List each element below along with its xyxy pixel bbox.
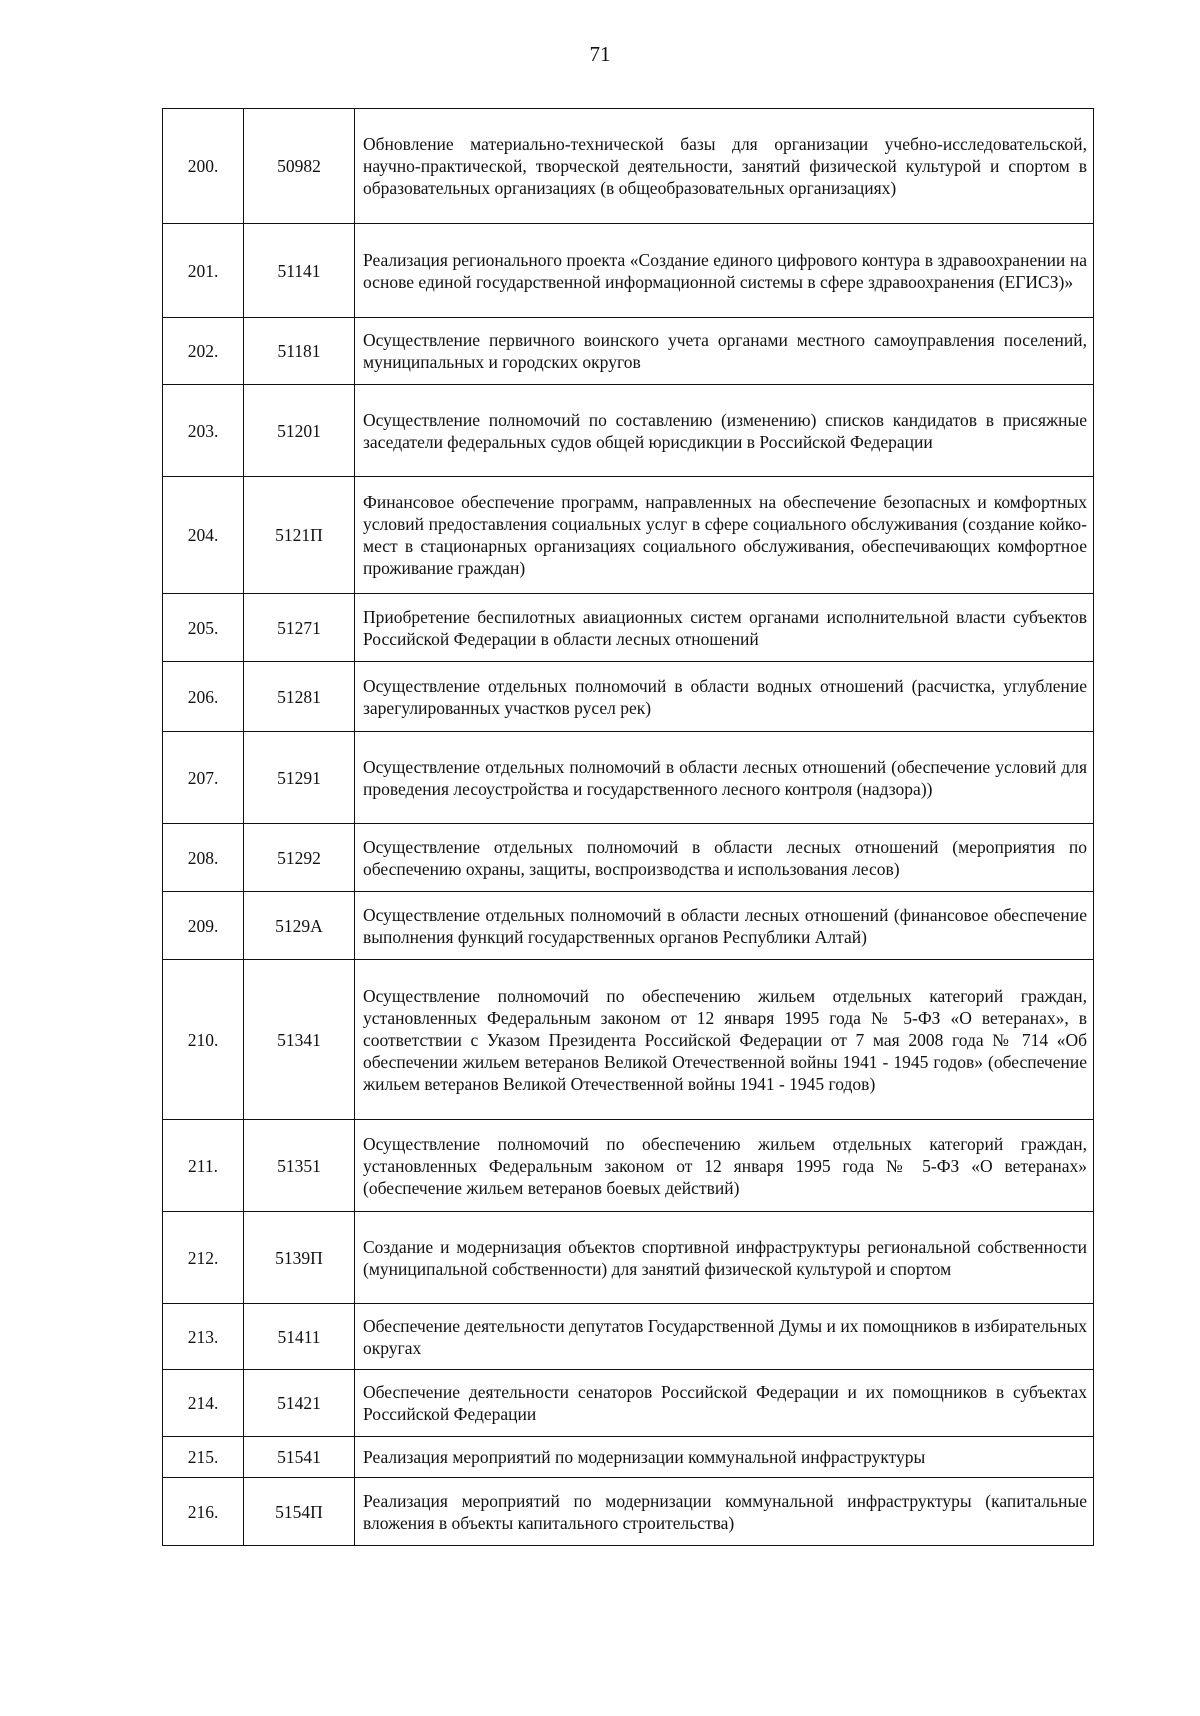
- row-code: 5121П: [244, 477, 355, 594]
- table-row: [163, 824, 1094, 892]
- table-row: [163, 960, 1094, 1120]
- row-number: 214.: [163, 1370, 244, 1437]
- table-row: [163, 224, 1094, 318]
- row-description: Обновление материально-технической базы для организации учебно-исследовательской, научно-практической, творческой деятельности, занятий физической культурой и спортом в образовательных организациях (в общеобразовательных организациях): [355, 109, 1094, 224]
- row-description: Реализация мероприятий по модернизации коммунальной инфраструктуры (капитальные вложения в объекты капитального строительства): [355, 1478, 1094, 1546]
- table-row: [163, 1212, 1094, 1304]
- row-number: 207.: [163, 732, 244, 824]
- table-row: [163, 1478, 1094, 1546]
- row-code: 51291: [244, 732, 355, 824]
- table-row: [163, 1437, 1094, 1478]
- row-description: Осуществление отдельных полномочий в области лесных отношений (финансовое обеспечение выполнения функций государственных органов Республики Алтай): [355, 892, 1094, 960]
- table-row: [163, 385, 1094, 477]
- table-row: [163, 732, 1094, 824]
- row-description: Осуществление отдельных полномочий в области лесных отношений (мероприятия по обеспечению охраны, защиты, воспроизводства и использования лесов): [355, 824, 1094, 892]
- row-code: 51421: [244, 1370, 355, 1437]
- row-number: 203.: [163, 385, 244, 477]
- row-description: Осуществление отдельных полномочий в области водных отношений (расчистка, углубление зарегулированных участков русел рек): [355, 662, 1094, 732]
- row-number: 211.: [163, 1120, 244, 1212]
- table-row: [163, 1370, 1094, 1437]
- row-number: 209.: [163, 892, 244, 960]
- table-row: [163, 477, 1094, 594]
- row-code: 50982: [244, 109, 355, 224]
- page-number: 71: [589, 42, 611, 66]
- row-number: 205.: [163, 594, 244, 662]
- row-description: Осуществление полномочий по обеспечению жильем отдельных категорий граждан, установленных Федеральным законом от 12 января 1995 года № 5-ФЗ «О ветеранах» (обеспечение жильем ветеранов боевых действий): [355, 1120, 1094, 1212]
- row-number: 210.: [163, 960, 244, 1120]
- row-number: 212.: [163, 1212, 244, 1304]
- row-code: 51292: [244, 824, 355, 892]
- row-code: 51271: [244, 594, 355, 662]
- table-row: [163, 594, 1094, 662]
- row-description: Осуществление первичного воинского учета органами местного самоуправления поселений, муниципальных и городских округов: [355, 318, 1094, 385]
- row-code: 51541: [244, 1437, 355, 1478]
- row-number: 202.: [163, 318, 244, 385]
- row-code: 51281: [244, 662, 355, 732]
- row-number: 204.: [163, 477, 244, 594]
- row-number: 201.: [163, 224, 244, 318]
- table-row: [163, 318, 1094, 385]
- table-row: [163, 1304, 1094, 1370]
- row-description: Осуществление отдельных полномочий в области лесных отношений (обеспечение условий для проведения лесоустройства и государственного лесного контроля (надзора)): [355, 732, 1094, 824]
- row-number: 213.: [163, 1304, 244, 1370]
- row-code: 51341: [244, 960, 355, 1120]
- table-row: [163, 109, 1094, 224]
- table-row: [163, 662, 1094, 732]
- row-description: Осуществление полномочий по обеспечению жильем отдельных категорий граждан, установленных Федеральным законом от 12 января 1995 года № 5-ФЗ «О ветеранах», в соответствии с Указом Президента Российской Федерации от 7 мая 2008 года № 714 «Об обеспечении жильем ветеранов Великой Отечественной войны 1941 - 1945 годов» (обеспечение жильем ветеранов Великой Отечественной войны 1941 - 1945 годов): [355, 960, 1094, 1120]
- row-number: 206.: [163, 662, 244, 732]
- row-description: Создание и модернизация объектов спортивной инфраструктуры региональной собственности (муниципальной собственности) для занятий физической культурой и спортом: [355, 1212, 1094, 1304]
- row-code: 51411: [244, 1304, 355, 1370]
- row-description: Приобретение беспилотных авиационных систем органами исполнительной власти субъектов Российской Федерации в области лесных отношений: [355, 594, 1094, 662]
- row-number: 216.: [163, 1478, 244, 1546]
- row-code: 51351: [244, 1120, 355, 1212]
- row-number: 208.: [163, 824, 244, 892]
- row-code: 5154П: [244, 1478, 355, 1546]
- row-code: 5139П: [244, 1212, 355, 1304]
- row-description: Обеспечение деятельности сенаторов Российской Федерации и их помощников в субъектах Российской Федерации: [355, 1370, 1094, 1437]
- table-body: [163, 109, 1094, 1546]
- row-description: Осуществление полномочий по составлению (изменению) списков кандидатов в присяжные заседатели федеральных судов общей юрисдикции в Российской Федерации: [355, 385, 1094, 477]
- budget-code-table: [162, 108, 1094, 1546]
- row-code: 51201: [244, 385, 355, 477]
- row-description: Реализация мероприятий по модернизации коммунальной инфраструктуры: [355, 1437, 1094, 1478]
- table-row: [163, 1120, 1094, 1212]
- row-code: 51141: [244, 224, 355, 318]
- row-description: Реализация регионального проекта «Создание единого цифрового контура в здравоохранении на основе единой государственной информационной системы в сфере здравоохранения (ЕГИСЗ)»: [355, 224, 1094, 318]
- row-code: 5129А: [244, 892, 355, 960]
- row-code: 51181: [244, 318, 355, 385]
- table-row: [163, 892, 1094, 960]
- row-number: 200.: [163, 109, 244, 224]
- row-description: Финансовое обеспечение программ, направленных на обеспечение безопасных и комфортных условий предоставления социальных услуг в сфере социального обслуживания (создание койко-мест в стационарных организациях социального обслуживания, обеспечивающих комфортное проживание граждан): [355, 477, 1094, 594]
- row-number: 215.: [163, 1437, 244, 1478]
- row-description: Обеспечение деятельности депутатов Государственной Думы и их помощников в избирательных округах: [355, 1304, 1094, 1370]
